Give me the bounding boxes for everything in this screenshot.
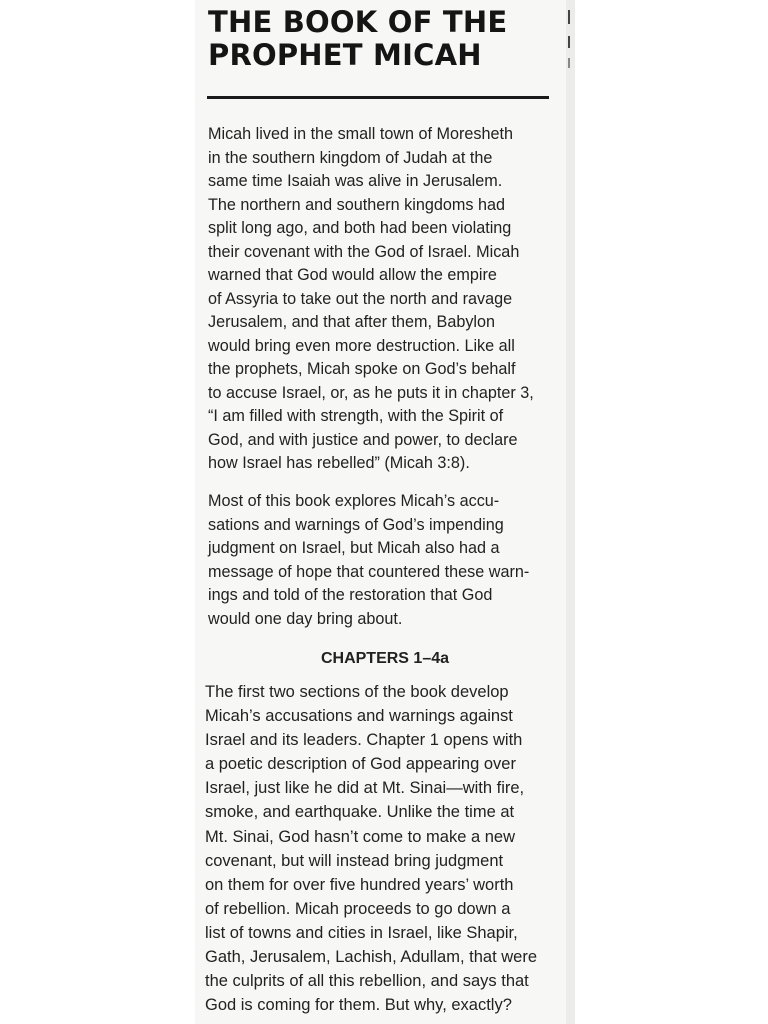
text-line: sations and warnings of God’s impending — [208, 515, 504, 534]
text-line: Israel and its leaders. Chapter 1 opens with — [205, 731, 523, 750]
text-line: same time Isaiah was alive in Jerusalem. — [208, 172, 503, 190]
text-line: message of hope that countered these warn- — [208, 562, 530, 581]
left-margin — [0, 0, 195, 1024]
text-line: Israel, just like he did at Mt. Sinai—with fire, — [205, 779, 525, 798]
text-line: judgment on Israel, but Micah also had a — [208, 539, 500, 557]
book-title — [208, 6, 558, 72]
summary-paragraph — [208, 490, 553, 631]
text-line: in the southern kingdom of Judah at the — [208, 148, 493, 167]
text-line: of rebellion. Micah proceeds to go down a — [205, 899, 511, 918]
text-line: “I am filled with strength, with the Spirit of — [208, 407, 504, 425]
right-margin — [575, 0, 768, 1024]
text-line: list of towns and cities in Israel, like Shapir, — [205, 923, 518, 942]
adjacent-page-mark — [568, 36, 570, 48]
adjacent-page-mark — [568, 10, 570, 24]
adjacent-page-edge — [566, 0, 575, 1024]
text-line: warned that God would allow the empire — [208, 266, 497, 284]
text-line: covenant, but will instead bring judgment — [205, 851, 504, 870]
text-line: would bring even more destruction. Like all — [208, 336, 515, 355]
text-line: God, and with justice and power, to declare — [208, 430, 518, 449]
text-line: ings and told of the restoration that God — [208, 586, 493, 604]
intro-paragraph — [208, 123, 553, 476]
text-line: Micah lived in the small town of Moresheth — [208, 125, 514, 143]
adjacent-page-mark — [568, 58, 570, 68]
text-line: on them for over five hundred years’ worth — [205, 875, 514, 894]
text-line: the prophets, Micah spoke on God’s behalf — [208, 360, 516, 378]
text-line: Micah’s accusations and warnings against — [205, 707, 513, 726]
section-heading: CHAPTERS 1–4a — [320, 650, 450, 667]
text-line: would one day bring about. — [208, 609, 403, 628]
text-line: of Assyria to take out the north and ravage — [208, 289, 513, 308]
text-line: their covenant with the God of Israel. Micah — [208, 242, 520, 261]
section-paragraph — [205, 680, 560, 1017]
text-line: Gath, Jerusalem, Lachish, Adullam, that were — [205, 948, 537, 967]
book-title-line: THE BOOK OF THE — [208, 5, 508, 39]
text-line: the culprits of all this rebellion, and says that — [205, 972, 529, 991]
text-line: smoke, and earthquake. Unlike the time at — [205, 803, 515, 822]
text-line: split long ago, and both had been violating — [208, 219, 512, 237]
text-line: a poetic description of God appearing over — [205, 755, 516, 774]
text-line: Mt. Sinai, God hasn’t come to make a new — [205, 827, 515, 846]
text-line: Jerusalem, and that after them, Babylon — [208, 313, 496, 331]
text-line: The northern and southern kingdoms had — [208, 195, 505, 214]
book-title-line: PROPHET MICAH — [208, 38, 482, 72]
text-line: The first two sections of the book develop — [205, 683, 509, 701]
text-line: Most of this book explores Micah’s accu- — [208, 492, 500, 510]
text-line: God is coming for them. But why, exactly? — [205, 996, 512, 1015]
text-line: to accuse Israel, or, as he puts it in chapter 3, — [208, 383, 534, 402]
title-divider — [207, 96, 549, 99]
text-line: how Israel has rebelled” (Micah 3:8). — [208, 454, 470, 472]
